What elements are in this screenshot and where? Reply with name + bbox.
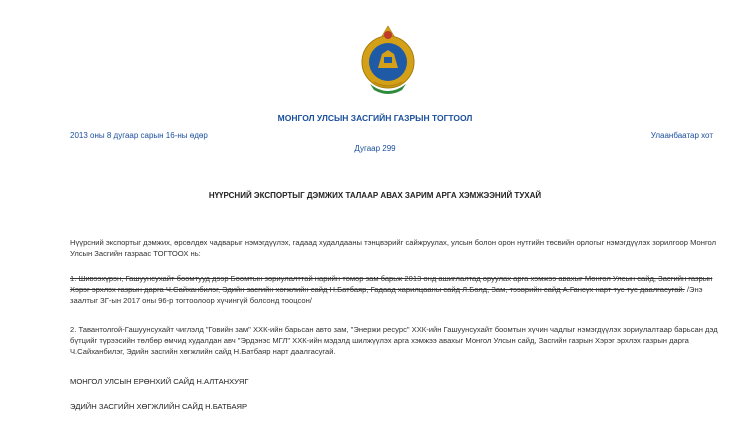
- resolution-number: Дугаар 299: [354, 144, 396, 153]
- item-1-paragraph: [70, 273, 720, 307]
- item-1-struck-text: 1. Шивээхүрэн, Гашуунсухайт боомтууд дээр Боомтын зориулалттай нарийн томор зам барьж 2013 онд ашиглалтад оруулах арга хэмжээ авахыг Монгол Улсын сайд, Засгийн газрын Хэрэг эрхлэх газрын дарга Ч.Сайханбилэг, Эдийн засгийн хөгжлийн сайд Н.Батбаяр, Гадаад харилцааны сайд Л.Болд, Зам, тээврийн сайд А.Гансүх нарт тус тус даалгасугай.: [70, 274, 713, 295]
- document-heading: НҮҮРСНИЙ ЭКСПОРТЫГ ДЭМЖИХ ТАЛААР АВАХ ЗАРИМ АРГА ХЭМЖЭЭНИЙ ТУХАЙ: [208, 191, 542, 200]
- item-1-repeal-note: /Энэ заалтыг ЗГ-ын 2017 оны 96-р тогтоолоор хүчингүй болсонд тооцсон/: [70, 285, 703, 306]
- resolution-title: МОНГОЛ УЛСЫН ЗАСГИЙН ГАЗРЫН ТОГТООЛ: [277, 113, 473, 123]
- item-2-paragraph: 2. Тавантолгой-Гашуунсухайт чиглэлд "Говийн зам" ХХК-ийн барьсан авто зам, "Энержи ресурс" ХХК-ийн Гашуунсухайт боомтын хүчин чадлыг нэмэгдүүлэх зориулалтаар барьсан дэд бүтцийг түрээсийн төлбөр өмчид худалдан авч "Эрдэнэс МГЛ" ХХК-ийн мэдэлд шилжүүлэх арга хэмжээ авахыг Монгол Улсын сайд, Засгийн газрын Хэрэг эрхлэх газрын дарга Ч.Сайханбилэг, Эдийн засгийн хөгжлийн сайд Н.Батбаяр нарт даалгасугай.: [70, 325, 718, 357]
- signature-prime-minister: МОНГОЛ УЛСЫН ЕРӨНХИЙ САЙД Н.АЛТАНХУЯГ: [70, 377, 249, 386]
- resolution-city: Улаанбаатар хот: [650, 131, 713, 140]
- state-emblem-icon: [360, 24, 416, 100]
- resolution-date: 2013 оны 8 дугаар сарын 16-ны өдөр: [70, 131, 208, 140]
- signature-minister: ЭДИЙН ЗАСГИЙН ХӨГЖЛИЙН САЙД Н.БАТБАЯР: [70, 402, 248, 411]
- intro-paragraph: Нүүрсний экспортыг дэмжих, өрсөлдөх чадварыг нэмэгдүүлэх, гадаад худалдааны тэнцвэрийг сайжруулах, улсын болон орон нутгийн төсвийн орлогыг нэмэгдүүлэх зорилгоор Монгол Улсын Засгийн газраас ТОГТООХ нь:: [70, 238, 717, 259]
